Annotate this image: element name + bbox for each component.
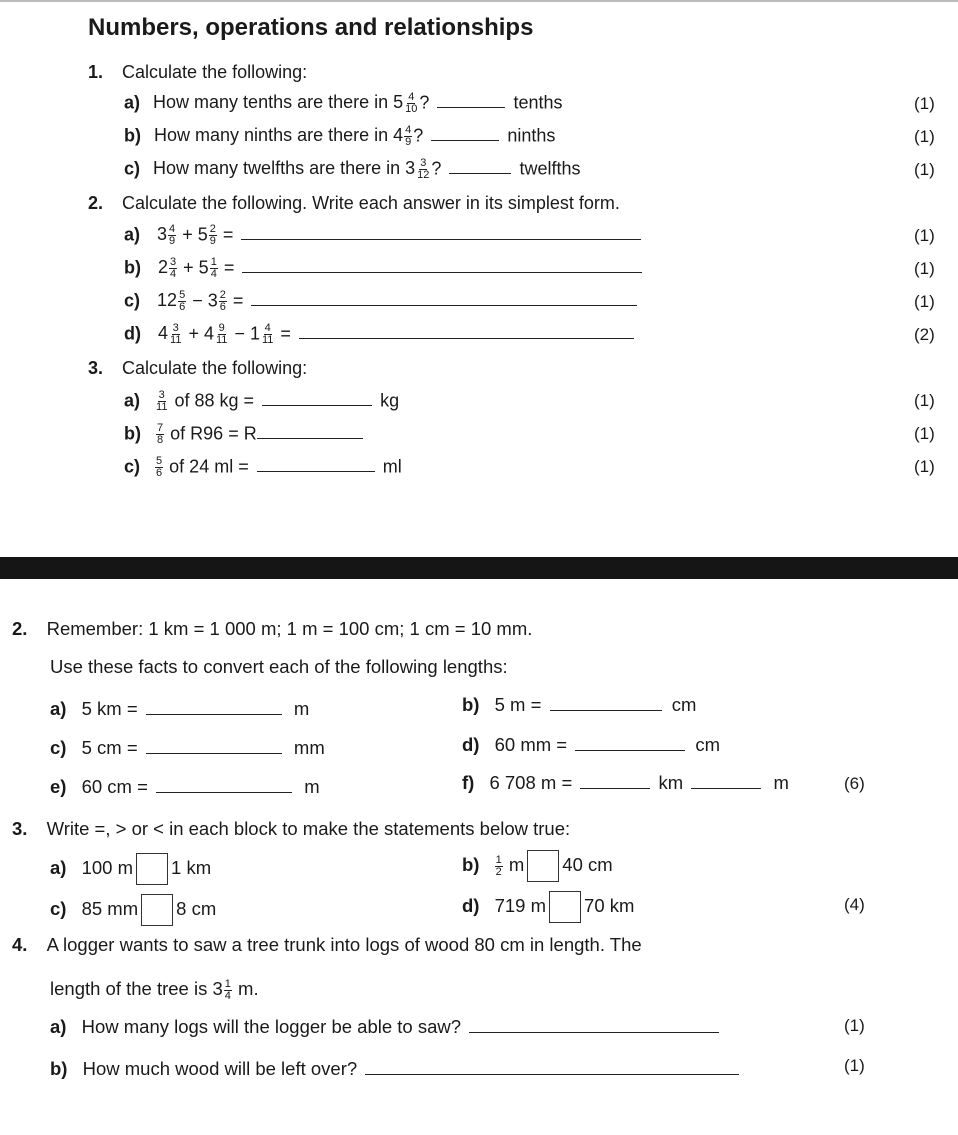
fraction: $\frac{3}{12}$	[417, 157, 430, 181]
unit-text: ml	[382, 456, 402, 477]
fraction: $\frac{1}{2}$	[495, 853, 502, 878]
item-text: How many tenths are there in 5	[153, 92, 404, 113]
item-label: a)	[124, 92, 141, 113]
marks: (1)	[914, 391, 935, 410]
question-number: 4.	[12, 934, 28, 955]
answer-blank[interactable]	[550, 696, 662, 711]
fraction: $\frac{3}{4}$	[170, 256, 177, 280]
fraction: $\frac{4}{9}$	[169, 223, 176, 247]
compare-item-c: c) 85 mm 8 cm	[50, 894, 216, 926]
marks: (1)	[914, 226, 935, 245]
compare-item-a: a) 100 m 1 km	[50, 853, 211, 885]
unit-text: tenths	[513, 92, 563, 113]
q3-item-b: b) $\frac{7}{8}$ of R96 = R	[124, 423, 366, 446]
conv-item-b: b) 5 m = cm	[462, 694, 697, 715]
marks: (1)	[914, 127, 935, 146]
conv-item-c: c) 5 cm = mm	[50, 737, 325, 758]
q1-item-a: a) How many tenths are there in 5 $\frac{4}{10}$ ? tenths	[124, 91, 563, 115]
compare-item-d: d) 719 m 70 km	[462, 891, 634, 923]
fraction: $\frac{3}{11}$	[170, 322, 182, 346]
question-3	[88, 358, 307, 379]
item-label: a)	[124, 224, 141, 245]
answer-blank[interactable]	[437, 93, 505, 108]
item-label: c)	[124, 456, 141, 477]
item-label: a)	[124, 390, 141, 411]
answer-blank[interactable]	[469, 1018, 719, 1033]
fraction: $\frac{3}{11}$	[156, 389, 168, 413]
fraction: $\frac{4}{11}$	[261, 322, 274, 346]
marks: (1)	[914, 259, 935, 278]
fraction: $\frac{5}{6}$	[179, 289, 186, 313]
marks: (1)	[914, 457, 935, 476]
answer-blank[interactable]	[431, 126, 499, 141]
page-separator	[0, 557, 958, 579]
answer-blank[interactable]	[365, 1060, 739, 1075]
compare-item-b: b) $\frac{1}{2}$ m 40 cm	[462, 850, 613, 882]
item-text: How many twelfths are there in 3	[153, 158, 416, 179]
marks: (1)	[844, 1056, 865, 1075]
q2-item-d: d) 4 $\frac{3}{11}$ + 4 $\frac{9}{11}$ − 1 $\frac{4}{11}$ =	[124, 323, 637, 346]
marks: (1)	[914, 292, 935, 311]
item-label: d)	[124, 323, 141, 344]
answer-blank[interactable]	[241, 225, 641, 240]
question-text: Calculate the following:	[122, 358, 308, 378]
marks: (6)	[844, 774, 865, 793]
answer-blank[interactable]	[156, 778, 292, 793]
question-number: 2.	[88, 193, 104, 213]
marks: (1)	[914, 160, 935, 179]
answer-blank[interactable]	[257, 457, 375, 472]
answer-blank[interactable]	[251, 291, 637, 306]
question-number: 1.	[88, 62, 104, 82]
unit-text: kg	[380, 390, 400, 411]
page-title: Numbers, operations and relationships	[88, 14, 534, 41]
unit-text: ninths	[507, 125, 556, 146]
answer-blank[interactable]	[580, 774, 650, 789]
item-label: c)	[124, 290, 141, 311]
question-2	[88, 193, 620, 214]
marks: (1)	[914, 94, 935, 113]
fraction: $\frac{5}{6}$	[156, 455, 163, 479]
answer-blank[interactable]	[575, 736, 685, 751]
q2-item-a: a) 3 $\frac{4}{9}$ + 5 $\frac{2}{9}$ =	[124, 224, 644, 247]
answer-blank[interactable]	[691, 774, 761, 789]
top-border	[0, 0, 958, 2]
question-text: A logger wants to saw a tree trunk into logs of wood 80 cm in length. The	[46, 934, 642, 955]
question-1	[88, 62, 307, 83]
question-text-line-2: length of the tree is 3 $\frac{1}{4}$ m.	[50, 977, 259, 1002]
unit-text: twelfths	[519, 158, 581, 179]
comparison-box[interactable]	[549, 891, 581, 923]
q3-item-a: a) $\frac{3}{11}$ of 88 kg = kg	[124, 389, 400, 413]
answer-blank[interactable]	[146, 739, 282, 754]
answer-blank[interactable]	[242, 258, 642, 273]
bottom-question-4	[12, 934, 642, 956]
answer-blank[interactable]	[299, 324, 634, 339]
question-number: 3.	[88, 358, 104, 378]
q2-item-c: c) 12 $\frac{5}{6}$ − 3 $\frac{2}{6}$ =	[124, 290, 640, 313]
fraction: $\frac{2}{6}$	[219, 289, 226, 313]
conv-item-d: d) 60 mm = cm	[462, 734, 721, 755]
answer-blank[interactable]	[146, 700, 282, 715]
conv-item-e: e) 60 cm = m	[50, 776, 320, 797]
question-text: Calculate the following:	[122, 62, 308, 82]
fraction: $\frac{4}{9}$	[405, 124, 412, 148]
q4-item-b: b) How much wood will be left over?	[50, 1058, 742, 1080]
q3-item-c: c) $\frac{5}{6}$ of 24 ml = ml	[124, 455, 402, 479]
fraction: $\frac{1}{4}$	[210, 256, 217, 280]
q4-item-a: a) How many logs will the logger be able to saw?	[50, 1016, 722, 1038]
marks: (1)	[914, 424, 935, 443]
conv-item-f: f) 6 708 m = km m	[462, 772, 789, 793]
bottom-question-3	[12, 818, 570, 840]
fraction: $\frac{2}{9}$	[209, 223, 216, 247]
bottom-question-2	[12, 618, 532, 640]
item-label: b)	[124, 257, 141, 278]
marks: (4)	[844, 895, 865, 914]
q1-item-b: b) How many ninths are there in 4 $\frac{4}{9}$ ? ninths	[124, 124, 556, 148]
question-number: 2.	[12, 618, 28, 639]
fraction: $\frac{7}{8}$	[157, 422, 164, 446]
conv-item-a: a) 5 km = m	[50, 698, 310, 719]
q1-item-c: c) How many twelfths are there in 3 $\frac{3}{12}$ ? twelfths	[124, 157, 581, 181]
q2-item-b: b) 2 $\frac{3}{4}$ + 5 $\frac{1}{4}$ =	[124, 257, 645, 280]
comparison-box[interactable]	[527, 850, 559, 882]
marks: (2)	[914, 325, 935, 344]
comparison-box[interactable]	[141, 894, 173, 926]
question-text: Calculate the following. Write each answer in its simplest form.	[122, 193, 620, 213]
fraction: $\frac{9}{11}$	[216, 322, 228, 346]
question-number: 3.	[12, 818, 28, 839]
fraction: $\frac{4}{10}$	[405, 91, 418, 115]
marks: (1)	[844, 1016, 865, 1035]
item-text: How many ninths are there in 4	[154, 125, 404, 146]
comparison-box[interactable]	[136, 853, 168, 885]
question-text: Write =, > or < in each block to make the statements below true:	[46, 818, 571, 839]
answer-blank[interactable]	[262, 391, 372, 406]
answer-blank[interactable]	[449, 159, 511, 174]
item-label: b)	[124, 125, 141, 146]
answer-blank[interactable]	[257, 424, 363, 439]
item-label: b)	[124, 423, 141, 444]
fraction: $\frac{1}{4}$	[224, 977, 231, 1002]
question-text: Remember: 1 km = 1 000 m; 1 m = 100 cm; 1 cm = 10 mm.	[46, 618, 533, 639]
instruction-text: Use these facts to convert each of the following lengths:	[50, 656, 508, 677]
item-label: c)	[124, 158, 141, 179]
